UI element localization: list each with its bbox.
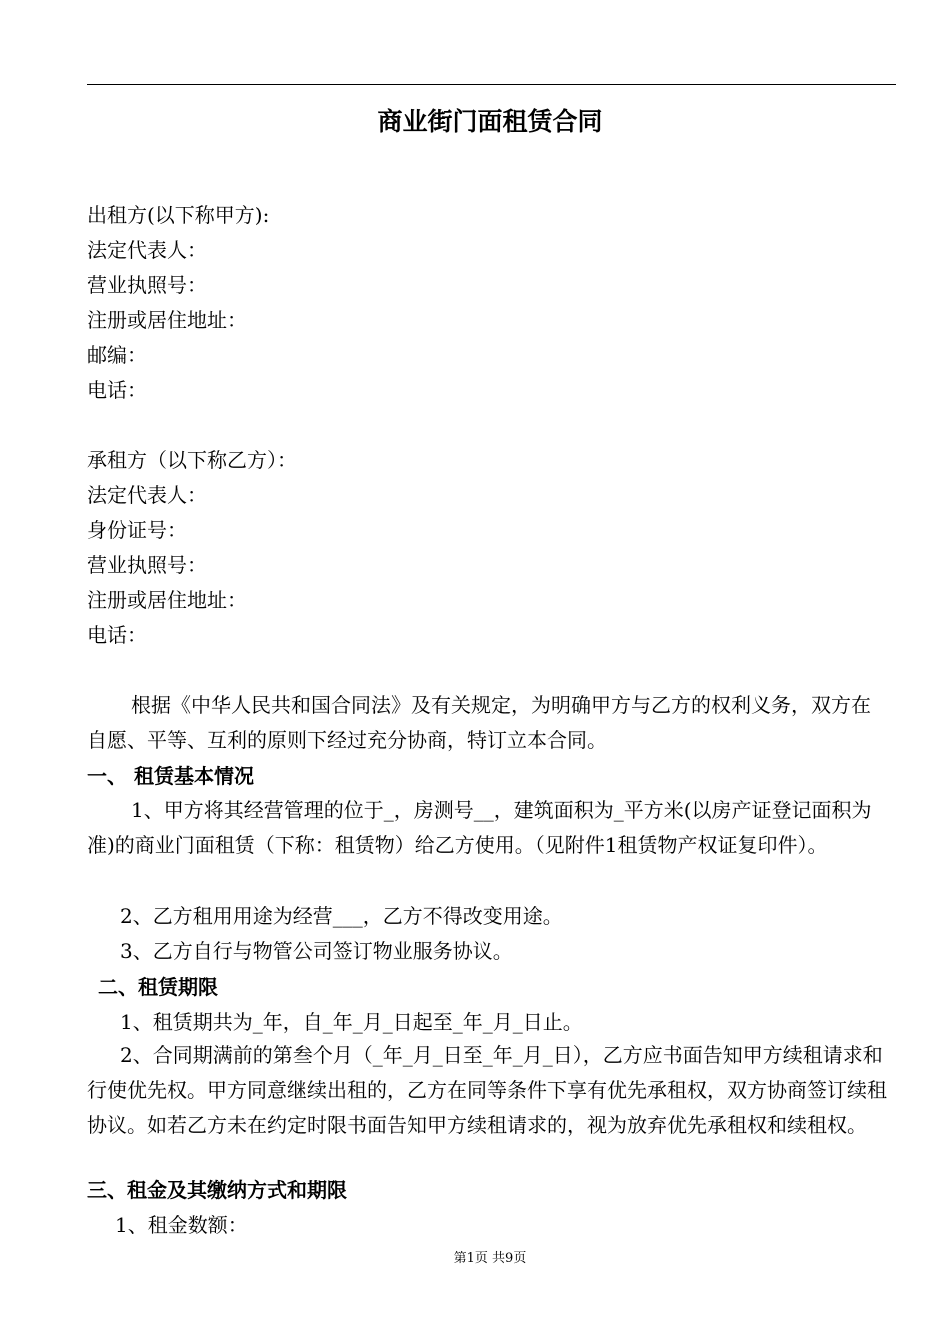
lessee-line: 营业执照号： bbox=[87, 553, 207, 577]
section-heading: 一、 租赁基本情况 bbox=[87, 764, 254, 788]
lessee-line: 法定代表人： bbox=[87, 483, 207, 507]
lessor-line: 法定代表人： bbox=[87, 238, 207, 262]
lessee-line: 电话： bbox=[87, 623, 147, 647]
lessee-line: 承租方（以下称乙方）： bbox=[87, 448, 297, 472]
clause-line: 2、乙方租用用途为经营___，乙方不得改变用途。 bbox=[120, 904, 563, 928]
lessee-line: 身份证号： bbox=[87, 518, 187, 542]
section-heading: 二、租赁期限 bbox=[98, 975, 218, 999]
lessor-line: 营业执照号： bbox=[87, 273, 207, 297]
page-number: 第1页 共9页 bbox=[453, 1251, 527, 1266]
clause-line: 3、乙方自行与物管公司签订物业服务协议。 bbox=[120, 939, 513, 963]
lessor-line: 出租方(以下称甲方): bbox=[87, 203, 270, 227]
preamble-paragraph: 根据《中华人民共和国合同法》及有关规定，为明确甲方与乙方的权利义务，双方在自愿、平等、互利的原则下经过充分协商，特订立本合同。 bbox=[87, 693, 871, 752]
clause-line: 1、租赁期共为_年，自_年_月_日起至_年_月_日止。 bbox=[120, 1010, 583, 1034]
section-heading: 三、租金及其缴纳方式和期限 bbox=[87, 1178, 347, 1202]
lessor-line: 注册或居住地址： bbox=[87, 308, 247, 332]
clause-paragraph: 1、甲方将其经营管理的位于_，房测号__，建筑面积为_平方米(以房产证登记面积为准)的商业门面租赁（下称：租赁物）给乙方使用。（见附件1租赁物产权证复印件）。 bbox=[87, 798, 872, 857]
clause-line: 1、租金数额： bbox=[115, 1213, 248, 1237]
clause-paragraph: 2、合同期满前的第叁个月（_年_月_日至_年_月_日），乙方应书面告知甲方续租请求和行使优先权。甲方同意继续出租的，乙方在同等条件下享有优先承租权，双方协商签订续租协议。如若乙方未在约定时限书面告知甲方续租请求的，视为放弃优先承租权和续租权。 bbox=[87, 1043, 887, 1137]
lessor-line: 电话： bbox=[87, 378, 147, 402]
header-rule bbox=[87, 84, 896, 85]
page-title: 商业街门面租赁合同 bbox=[377, 107, 603, 136]
lessor-line: 邮编： bbox=[87, 343, 147, 367]
lessee-line: 注册或居住地址： bbox=[87, 588, 247, 612]
